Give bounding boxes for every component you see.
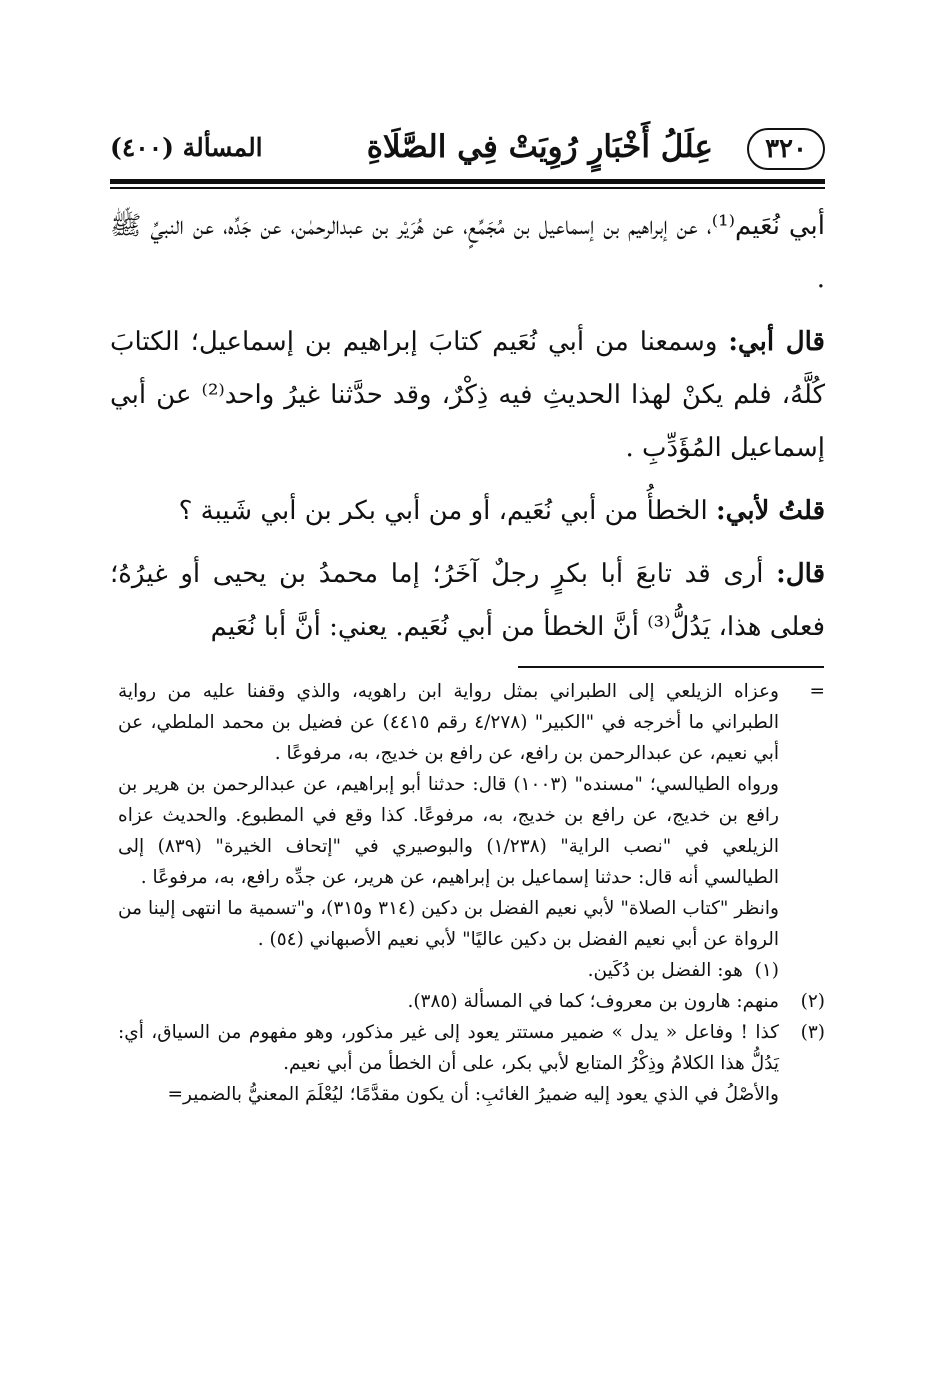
footnote-paragraph: وانظر "كتاب الصلاة" لأبي نعيم الفضل بن دكين (٣١٤ و٣١٥)، و"تسمية ما انتهى إلينا من الرواة عن أبي نعيم الفضل بن دكين عاليًا" لأبي نعيم الأصبهاني (٥٤) .	[118, 898, 779, 950]
footnote-paragraph: والأصْلُ في الذي يعود إليه ضميرُ الغائبِ: أن يكون مقدَّمًا؛ ليُعْلَمَ المعنيُّ بالضمير=	[167, 1084, 779, 1105]
footnote-2	[118, 986, 825, 1017]
paragraph-text: وسمعنا من أبي نُعَيم كتابَ إبراهيم بن إسماعيل؛ الكتابَ كُلَّهُ، فلم يكنْ لهذا الحديثِ فيه ذِكْرٌ، وقد حدَّثنا غيرُ واحد⁽²⁾ عن أبي إسماعيل المُؤَدِّبِ .	[110, 327, 825, 463]
footnote-continued	[118, 676, 825, 955]
footnote-text: منهم: هارون بن معروف؛ كما في المسألة (٣٨٥).	[407, 991, 779, 1012]
footnote-marker: (٣)	[800, 1022, 825, 1043]
paragraph-text: أرى قد تابعَ أبا بكرٍ رجلٌ آخَرُ؛ إما محمدُ بن يحيى أو غيرُهُ؛ فعلى هذا، يَدُلُّ⁽³⁾ أنَّ الخطأ من أبي نُعَيم. يعني: أنَّ أبا نُعَيم	[110, 559, 825, 642]
footnote-marker: =	[809, 681, 825, 702]
footnote-marker: (١)	[754, 960, 779, 981]
speaker-label: قلتُ لأبي:	[716, 496, 825, 526]
issue-label: المسألة (٤٠٠)	[110, 133, 263, 162]
main-paragraph-3	[110, 485, 825, 538]
footnote-line	[118, 955, 779, 986]
footnote-text: هو: الفضل بن دُكَين.	[587, 960, 743, 981]
main-paragraph-4	[110, 548, 825, 654]
main-paragraph-1: أبي نُعَيم⁽¹⁾، عن إبراهيم بن إسماعيل بن مُجَمِّعٍ، عن هُرَيْر بن عبدالرحمٰن، عن جَدِّه، عن النبيِّ ﷺ .	[110, 211, 826, 294]
header-rule-thin	[110, 187, 825, 189]
book-title: عِلَلُ أَخْبَارٍ رُوِيَتْ فِي الصَّلَاةِ	[366, 129, 713, 165]
page-number: ٣٢٠	[747, 128, 825, 170]
footnote-paragraph: وعزاه الزيلعي إلى الطبراني بمثل رواية ابن راهويه، والذي وقفنا عليه من رواية الطبراني ما أخرجه في "الكبير" (٤/٢٧٨ رقم ٤٤١٥) عن فضيل بن محمد الملطي، عن أبي نعيم، عن عبدالرحمن بن رافع، عن رافع بن خديج، به، مرفوعًا .	[118, 681, 779, 764]
footnote-1	[118, 955, 825, 986]
footnote-paragraph: ورواه الطيالسي؛ "مسنده" (١٠٠٣) قال: حدثنا أبو إبراهيم، عن عبدالرحمن بن هرير بن رافع بن خديج، عن رافع بن خديج، به، مرفوعًا. كذا وقع في المطبوع. والحديث عزاه الزيلعي في "نصب الراية" (١/٢٣٨) والبوصيري في "إتحاف الخيرة" (٨٣٩) إلى الطيالسي أنه قال: حدثنا إسماعيل بن إبراهيم، عن هرير، عن جدِّه رافع، به، مرفوعًا .	[118, 774, 779, 888]
speaker-label: قال أبي:	[728, 327, 825, 357]
footnote-separator	[518, 666, 824, 668]
footnote-marker: (٢)	[800, 991, 825, 1012]
speaker-label: قال:	[776, 559, 825, 589]
main-paragraph-2	[110, 316, 825, 475]
header-rule-thick	[110, 179, 825, 184]
main-text	[110, 200, 825, 654]
footnote-3	[118, 1017, 825, 1110]
footnote-paragraph: كذا ! وفاعل « يدل » ضمير مستتر يعود إلى غير مذكور، وهو مفهوم من السياق، أي: يَدُلُّ هذا الكلامُ وذِكْرُ المتابع لأبي بكر، على أن الخطأ من أبي نعيم.	[118, 1022, 779, 1074]
footnotes	[118, 676, 825, 1110]
paragraph-text: الخطأُ من أبي نُعَيم، أو من أبي بكر بن أبي شَيبة ؟	[178, 496, 717, 526]
page-header	[110, 124, 825, 174]
